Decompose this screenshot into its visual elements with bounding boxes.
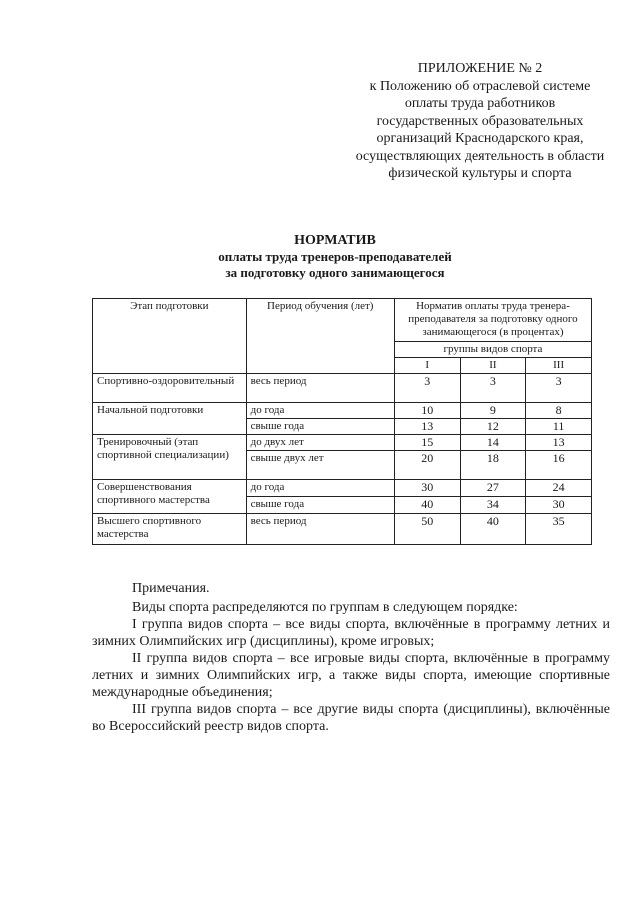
cell-value: 27 [460,480,526,497]
cell-value: 16 [526,451,592,480]
appendix-line: к Положению об отраслевой системе [369,78,591,94]
cell-stage: Совершенствования спортивного мастерства [93,480,247,514]
cell-value: 35 [526,514,592,545]
cell-period: свыше года [246,497,394,514]
cell-value: 50 [394,514,460,545]
cell-period: до года [246,403,394,419]
appendix-line: организаций Краснодарского края, [376,131,584,146]
cell-value: 18 [460,451,526,480]
cell-value: 3 [526,374,592,403]
header-group-1: I [394,358,460,374]
table-row [93,374,592,403]
cell-period: до двух лет [246,435,394,451]
cell-value: 15 [394,435,460,451]
cell-value: 24 [526,480,592,497]
cell-value: 20 [394,451,460,480]
appendix-line: физической культуры и спорта [388,166,572,181]
cell-period: свыше года [246,419,394,435]
cell-value: 3 [460,374,526,403]
cell-value: 30 [526,497,592,514]
cell-period: свыше двух лет [246,451,394,480]
document-heading [140,233,530,281]
cell-period: весь период [246,374,394,403]
notes-title: Примечания. [132,581,210,596]
norm-table [92,298,592,545]
cell-value: 3 [394,374,460,403]
appendix-line: государственных образовательных [376,113,584,129]
header-group-2: II [460,358,526,374]
cell-value: 13 [394,419,460,435]
cell-value: 40 [460,514,526,545]
cell-value: 8 [526,403,592,419]
cell-value: 9 [460,403,526,419]
cell-period: до года [246,480,394,497]
cell-value: 11 [526,419,592,435]
appendix-header [330,60,630,183]
document-subtitle: за подготовку одного занимающегося [225,265,445,280]
table-row [93,514,592,545]
cell-value: 13 [526,435,592,451]
document-title: НОРМАТИВ [294,233,376,248]
header-group-3: III [526,358,592,374]
header-norm: Норматив оплаты труда тренера-преподавателя за подготовку одного занимающегося (в процентах) [394,299,591,342]
table-row [93,435,592,451]
cell-stage: Тренировочный (этап спортивной специализации) [93,435,247,480]
cell-value: 14 [460,435,526,451]
note-group-1: I группа видов спорта – все виды спорта, включённые в программу летних и зимних Олимпийских игр (дисциплины), кроме игровых; [92,617,610,649]
cell-stage: Спортивно-оздоровительный [93,374,247,403]
appendix-line: оплаты труда работников [404,96,556,111]
notes-section [92,580,610,735]
cell-value: 10 [394,403,460,419]
table-row [93,403,592,419]
appendix-title: ПРИЛОЖЕНИЕ № 2 [417,61,543,76]
header-period: Период обучения (лет) [246,299,394,374]
note-group-3: III группа видов спорта – все другие виды спорта (дисциплины), включённые во Всероссийский реестр видов спорта. [92,702,610,734]
document-subtitle: оплаты труда тренеров-преподавателей [218,249,452,264]
notes-intro: Виды спорта распределяются по группам в следующем порядке: [132,600,518,615]
cell-value: 40 [394,497,460,514]
appendix-line: осуществляющих деятельность в области [355,148,605,164]
header-groups: группы видов спорта [394,342,591,358]
table-row [93,480,592,497]
cell-period: весь период [246,514,394,545]
cell-value: 12 [460,419,526,435]
note-group-2: II группа видов спорта – все игровые виды спорта, включённые в программу летних и зимних Олимпийских игр, а также виды спорта, имеющие спортивные международные объединения; [92,651,610,700]
cell-stage: Высшего спортивного мастерства [93,514,247,545]
cell-stage: Начальной подготовки [93,403,247,435]
cell-value: 30 [394,480,460,497]
cell-value: 34 [460,497,526,514]
header-stage: Этап подготовки [93,299,247,374]
